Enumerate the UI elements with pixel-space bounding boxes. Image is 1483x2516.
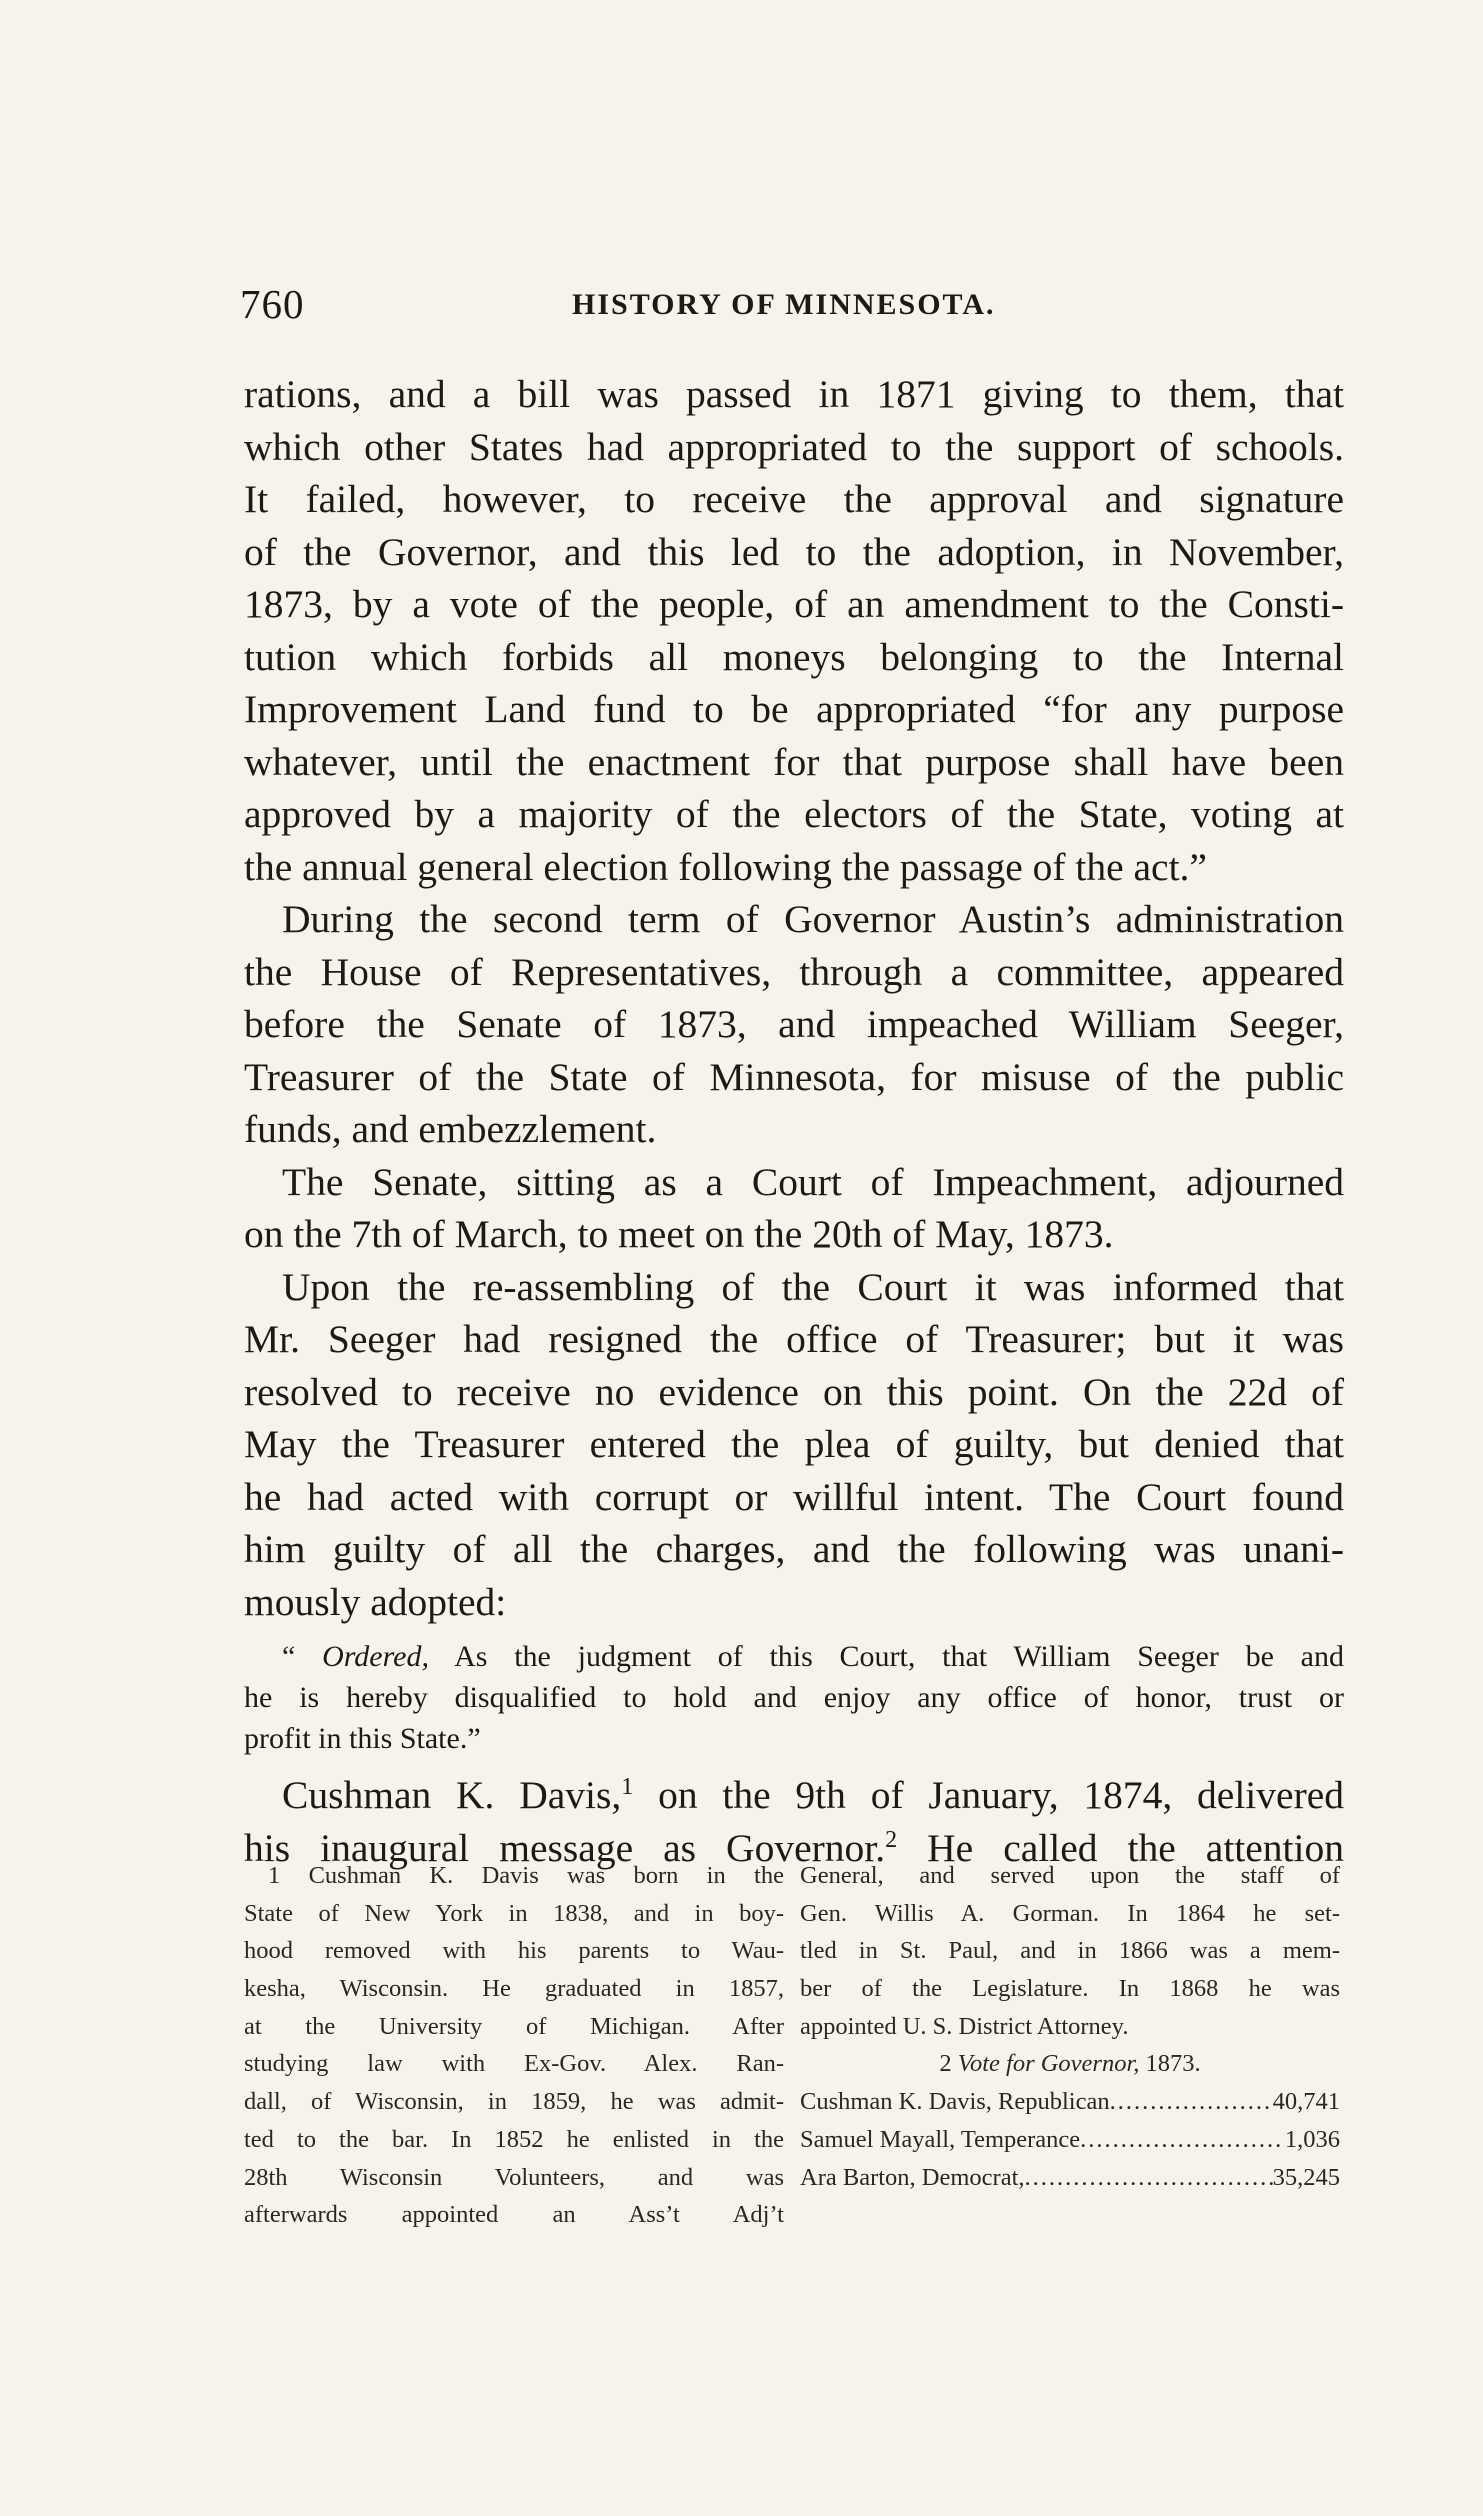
vote-count: 35,245 (1272, 2163, 1340, 2191)
text-line: before the Senate of 1873, and impeached William Seeger, (244, 1002, 1344, 1046)
text-line: 1873, by a vote of the people, of an amendment to the Consti- (244, 582, 1344, 626)
text-line: The Senate, sitting as a Court of Impeachment, adjourned (282, 1159, 1344, 1204)
vote-count: 40,741 (1272, 2088, 1340, 2116)
text-line: resolved to receive no evidence on this point. On the 22d of (244, 1369, 1344, 1414)
footnote-1-continued (800, 1857, 1340, 2045)
text-line: It failed, however, to receive the approval and signature (244, 477, 1344, 521)
text-line: Mr. Seeger had resigned the office of Treasurer; but it was (244, 1317, 1344, 1361)
footnote-line: kesha, Wisconsin. He graduated in 1857, (244, 1975, 784, 2003)
quote-line (244, 1636, 1344, 1677)
text-line: tution which forbids all moneys belonging to the Internal (244, 634, 1344, 679)
text-line: of the Governor, and this led to the adoption, in November, (244, 529, 1344, 574)
vote-row (800, 2083, 1340, 2121)
text-line: approved by a majority of the electors of the State, voting at (244, 792, 1344, 836)
footnote-line: Gen. Willis A. Gorman. In 1864 he set- (800, 1899, 1340, 1927)
footnote-line: at the University of Michigan. After (244, 2012, 784, 2040)
candidate-name: Ara Barton, Democrat, (800, 2163, 1025, 2191)
vote-count: 1,036 (1284, 2125, 1340, 2153)
leader-dots (1080, 2121, 1285, 2159)
text-segment: Cushman K. Davis, (282, 1773, 622, 1817)
quote-open-mark: “ (282, 1640, 323, 1673)
text-line: funds, and embezzlement. (244, 1107, 657, 1151)
paragraph-list (244, 368, 1344, 1628)
footnotes (244, 1857, 1344, 2277)
vote-table (800, 2083, 1340, 2196)
text-line: Improvement Land fund to be appropriated “for any purpose (244, 687, 1344, 731)
quote-italic-word: Ordered, (322, 1640, 429, 1673)
text-line: on the 7th of March, to meet on the 20th of May, 1873. (244, 1212, 1114, 1256)
candidate-name: Cushman K. Davis, Republican (800, 2088, 1110, 2116)
text-line: Treasurer of the State of Minnesota, for misuse of the public (244, 1054, 1344, 1099)
vote-heading-title: Vote for Governor, (957, 2050, 1140, 2078)
text-segment: He called the attention (897, 1825, 1344, 1870)
footnote-line: studying law with Ex-Gov. Alex. Ran- (244, 2050, 784, 2078)
vote-row (800, 2159, 1340, 2197)
footnote-line: 28th Wisconsin Volunteers, and was (244, 2163, 784, 2191)
quote-line: profit in this State.” (244, 1722, 481, 1755)
running-title: HISTORY OF MINNESOTA. (572, 288, 996, 321)
text-line: May the Treasurer entered the plea of guilty, but denied that (244, 1422, 1344, 1466)
text-line (244, 1769, 1344, 1822)
footnote-column-right (800, 1857, 1340, 2196)
footnote-line: ber of the Legislature. In 1868 he was (800, 1975, 1340, 2003)
paragraph (244, 893, 1344, 1156)
block-quote (244, 1636, 1344, 1759)
page-number: 760 (240, 281, 305, 327)
text-line: whatever, until the enactment for that purpose shall have been (244, 739, 1344, 784)
text-line: mously adopted: (244, 1579, 507, 1624)
footnote-line: tled in St. Paul, and in 1866 was a mem- (800, 1937, 1340, 1965)
text-segment: on the 9th of January, 1874, delivered (633, 1773, 1344, 1817)
body-text (244, 368, 1344, 1874)
text-line: During the second term of Governor Austin’s administration (282, 897, 1344, 941)
text-line: Upon the re-assembling of the Court it was informed that (282, 1264, 1344, 1309)
footnote-line: General, and served upon the staff of (800, 1862, 1340, 1889)
footnote-line: State of New York in 1838, and in boy- (244, 1899, 784, 1927)
quote-line-text: As the judgment of this Court, that William Seeger be and (429, 1640, 1344, 1673)
footnote-line: dall, of Wisconsin, in 1859, he was admit- (244, 2088, 784, 2116)
text-segment: his inaugural message as Governor. (244, 1825, 886, 1870)
footnote-line: hood removed with his parents to Wau- (244, 1937, 784, 1965)
leader-dots (1025, 2159, 1273, 2197)
footnote-line: 1 Cushman K. Davis was born in the (268, 1862, 784, 1889)
paragraph (244, 368, 1344, 893)
footnote-line: appointed U. S. District Attorney. (800, 2012, 1129, 2040)
text-line: him guilty of all the charges, and the following was unani- (244, 1527, 1344, 1571)
text-line: he had acted with corrupt or willful intent. The Court found (244, 1474, 1344, 1519)
paragraph (244, 1156, 1344, 1261)
footnote-column-left (244, 1857, 784, 2234)
quote-line: he is hereby disqualified to hold and enjoy any office of honor, trust or (244, 1681, 1344, 1714)
paragraph (244, 1261, 1344, 1629)
vote-row (800, 2121, 1340, 2159)
footnote-line: ted to the bar. In 1852 he enlisted in the (244, 2125, 784, 2153)
vote-heading-year: 1873. (1139, 2050, 1201, 2078)
text-line: the annual general election following the passage of the act.” (244, 844, 1207, 889)
text-line: which other States had appropriated to the support of schools. (244, 424, 1344, 469)
leader-dots (1110, 2083, 1273, 2121)
text-line: rations, and a bill was passed in 1871 giving to them, that (244, 372, 1344, 416)
footnote-line: afterwards appointed an Ass’t Adj’t (244, 2201, 784, 2229)
vote-heading-number: 2 (939, 2050, 958, 2078)
text-line: the House of Representatives, through a committee, appeared (244, 949, 1344, 994)
footnote-marker: 1 (621, 1774, 634, 1800)
vote-heading (800, 2045, 1340, 2083)
page-header (240, 280, 1320, 330)
footnote-marker: 2 (885, 1826, 898, 1853)
candidate-name: Samuel Mayall, Temperance (800, 2125, 1081, 2153)
